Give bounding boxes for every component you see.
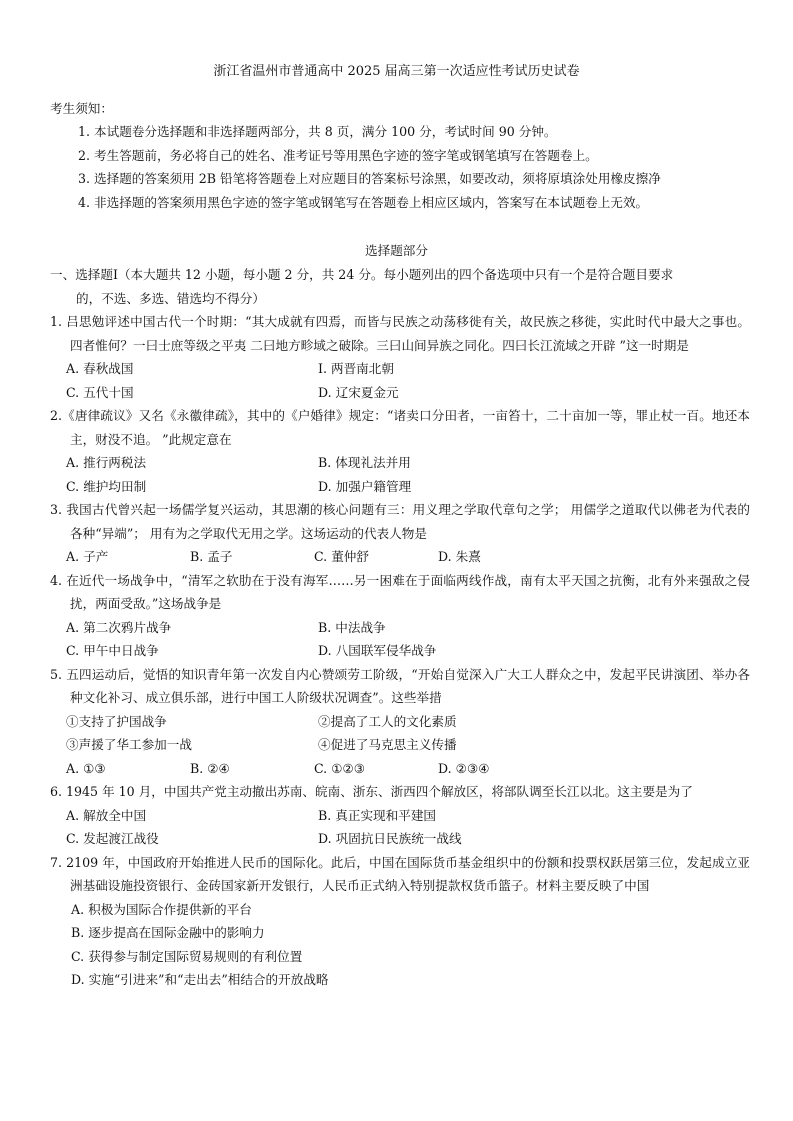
part-instructions [50, 263, 750, 310]
question-7 [50, 851, 750, 992]
option-d: D. 加强户籍管理 [318, 478, 412, 494]
question-stem: 4. 在近代一场战争中，“清军之软肋在于没有海军……另一困难在于面临两线作战，南有太平天国之抗衡，北有外来强敌之侵扰，两面受敌。”这场战争是 [50, 572, 750, 611]
option-b: Ⅰ. 两晋南北朝 [318, 361, 394, 376]
part-line-2: 的，不选、多选、错选均不得分） [76, 290, 265, 306]
option-d: D. 巩固抗日民族统一战线 [318, 831, 462, 846]
question-6 [50, 780, 750, 851]
option-c: C. 董仲舒 [314, 549, 369, 564]
option-list [50, 545, 750, 569]
statement-item: ②提高了工人的文化素质 [318, 713, 457, 729]
option-a: A. ①③ [66, 760, 106, 776]
question-5 [50, 663, 750, 781]
notice-list [78, 120, 758, 214]
option-b: B. 孟子 [190, 549, 233, 564]
option-b: B. 真正实现和平建国 [318, 807, 437, 823]
option-a: A. 积极为国际合作提供新的平台 [71, 901, 252, 917]
option-c: C. 维护均田制 [66, 478, 147, 494]
option-a: A. 子产 [66, 549, 109, 564]
option-list [50, 757, 750, 781]
question-2 [50, 404, 750, 498]
option-a: A. 推行两税法 [66, 455, 147, 470]
question-stem: 5. 五四运动后，觉悟的知识青年第一次发自内心赞颂劳工阶级，“开始自觉深入广大工人群众之中，发起平民讲演团、举办各种文化补习、成立俱乐部，进行中国工人阶级状况调查”。这些举措 [50, 666, 750, 705]
option-a: A. 第二次鸦片战争 [66, 619, 172, 635]
option-list [50, 898, 750, 992]
option-d: D. 朱熹 [438, 549, 481, 564]
option-list [50, 804, 750, 851]
option-c: C. 甲午中日战争 [66, 643, 159, 658]
option-b: B. 体现礼法并用 [318, 455, 411, 470]
option-list [50, 451, 750, 498]
option-c: C. 获得参与制定国际贸易规则的有利位置 [71, 948, 303, 964]
question-list [50, 310, 750, 992]
option-c: C. 发起渡江战役 [66, 831, 159, 846]
option-a: A. 春秋战国 [66, 361, 134, 376]
part-line-1: 一、选择题Ⅰ（本大题共 12 小题，每小题 2 分，共 24 分。每小题列出的四个备选项中只有一个是符合题目要求 [50, 267, 674, 282]
notice-item: 4. 非选择题的答案须用黑色字迹的签字笔或钢笔写在答题卷上相应区域内，答案写在本试题卷上无效。 [78, 194, 649, 210]
option-d: D. 辽宋夏金元 [318, 384, 399, 400]
statement-item: ④促进了马克思主义传播 [318, 737, 457, 752]
statement-item: ③声援了华工参加一战 [66, 737, 192, 752]
question-stem: 1. 吕思勉评述中国古代一个时期：“其大成就有四焉，而皆与民族之动荡移徙有关，故民族之移徙，实此时代中最大之事也。四者惟何？一曰士庶等级之平夷 二曰地方畛域之破除。三曰山间异族之同化。四曰长江流域之开辟 ”这一时期是 [50, 314, 750, 353]
notice-item: 2. 考生答题前，务必将自己的姓名、准考证号等用黑色字迹的签字笔或钢笔填写在答题卷上。 [78, 147, 598, 163]
question-stem: 2.《唐律疏议》又名《永徽律疏》，其中的《户婚律》规定：“诸卖口分田者，一亩笞十，二十亩加一等，罪止杖一百。地还本主，财没不追。 ”此规定意在 [50, 408, 750, 447]
question-stem: 3. 我国古代曾兴起一场儒学复兴运动，其思潮的核心问题有三：用义理之学取代章句之学； 用儒学之道取代以佛老为代表的各种“异端”； 用有为之学取代无用之学。这场运动的代表人物是 [50, 502, 750, 541]
question-4 [50, 569, 750, 663]
option-c: C. ①②③ [314, 760, 366, 776]
option-list [50, 357, 750, 404]
exam-title: 浙江省温州市普通高中 2025 届高三第一次适应性考试历史试卷 [213, 64, 580, 79]
option-b: B. ②④ [190, 760, 230, 776]
question-stem: 6. 1945 年 10 月，中国共产党主动撤出苏南、皖南、浙东、浙西四个解放区，将部队调至长江以北。这主要是为了 [50, 784, 693, 799]
option-d: D. 实施“引进来”和“走出去”相结合的开放战略 [71, 972, 329, 987]
statement-list [50, 710, 750, 757]
notice-item: 3. 选择题的答案须用 2B 铅笔将答题卷上对应题目的答案标号涂黑，如要改动，须将原填涂处用橡皮擦净 [78, 171, 661, 186]
question-1 [50, 310, 750, 404]
notice-heading: 考生须知： [50, 101, 113, 116]
question-stem: 7. 2109 年，中国政府开始推进人民币的国际化。此后，中国在国际货币基金组织中的份额和投票权跃居第三位，发起成立亚洲基础设施投资银行、金砖国家新开发银行，人民币正式纳入特别提款权货币篮子。材料主要反映了中国 [50, 854, 750, 893]
option-list [50, 616, 750, 663]
section-title: 选择题部分 [365, 243, 428, 258]
option-d: D. ②③④ [438, 760, 490, 776]
option-b: B. 中法战争 [318, 619, 386, 635]
option-d: D. 八国联军侵华战争 [318, 643, 437, 658]
question-3 [50, 498, 750, 569]
option-a: A. 解放全中国 [66, 807, 147, 823]
option-c: C. 五代十国 [66, 384, 134, 400]
option-b: B. 逐步提高在国际金融中的影响力 [71, 925, 265, 940]
notice-item: 1. 本试题卷分选择题和非选择题两部分，共 8 页，满分 100 分，考试时间 90 分钟。 [78, 124, 557, 139]
statement-item: ①支持了护国战争 [66, 713, 167, 729]
